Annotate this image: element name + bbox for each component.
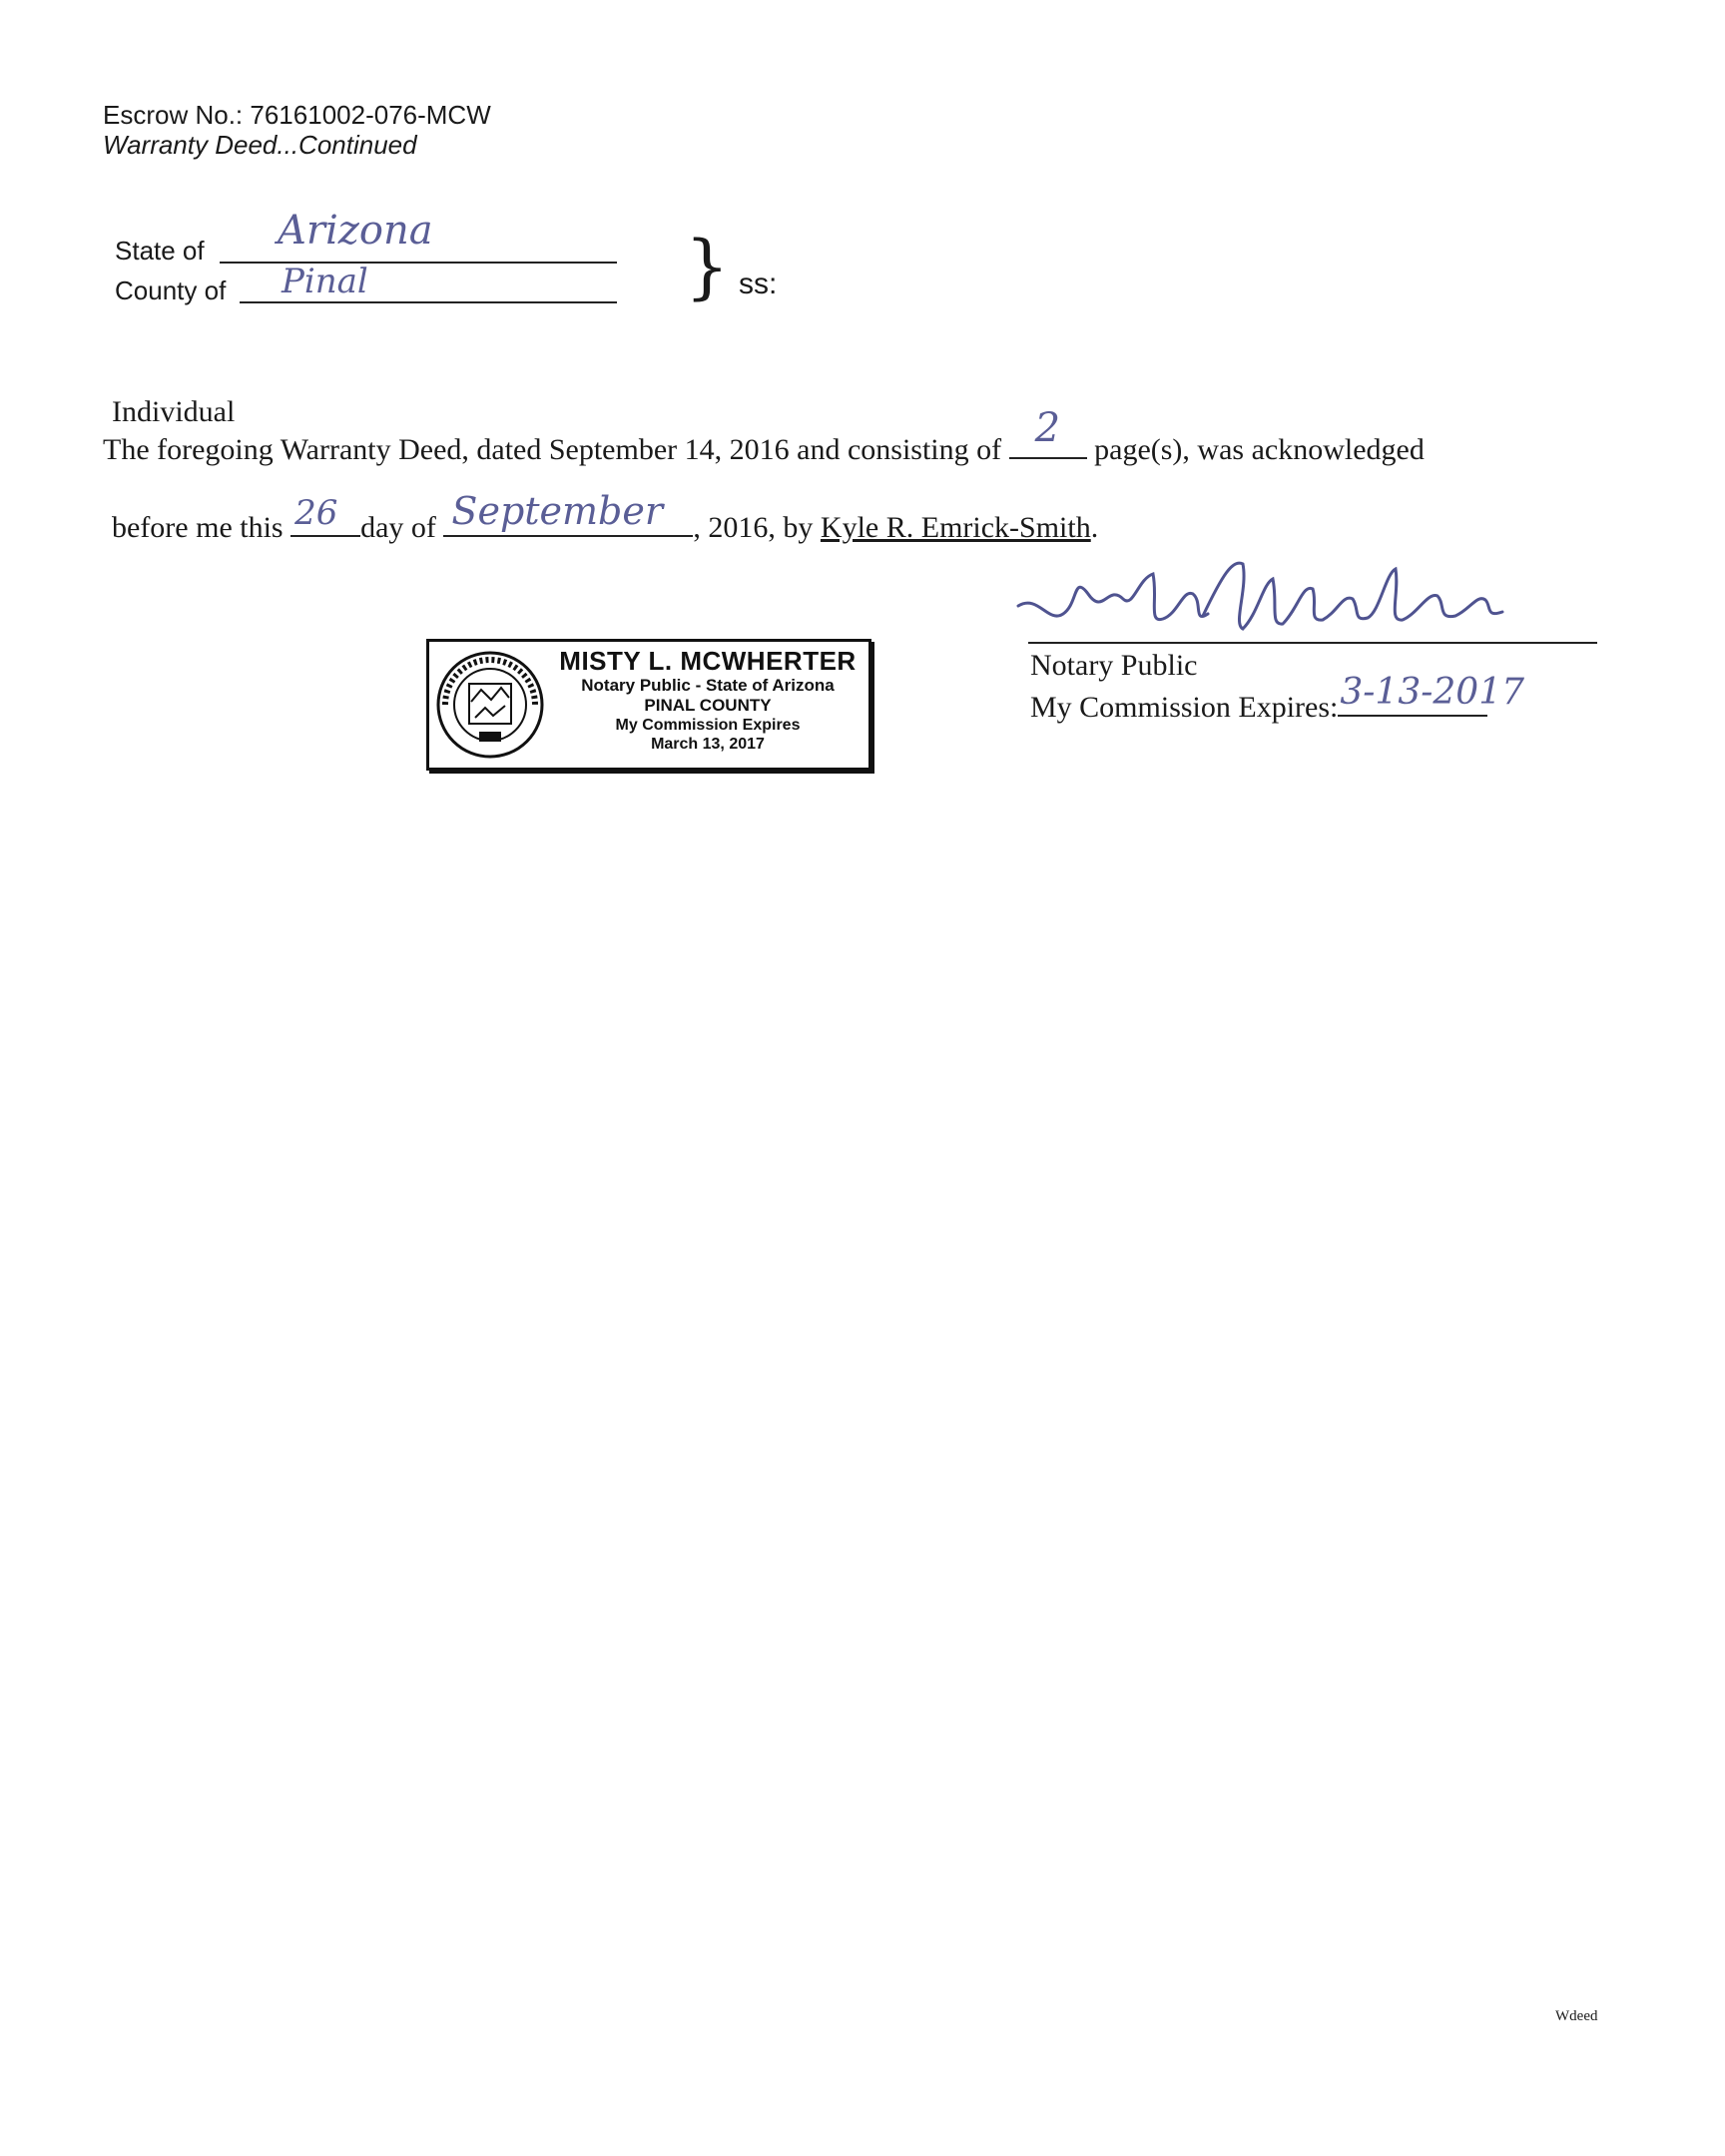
commission-expires-blank [1338,672,1525,717]
commission-expires-label: My Commission Expires: [1030,691,1339,724]
year-by-text: , 2016, by [693,511,814,544]
ack-line2-prefix: before me this [112,511,284,544]
county-label: County of [115,275,227,305]
pages-handwritten-value: 2 [1034,405,1061,451]
stamp-text-block [547,646,868,754]
commission-expires-handwritten: 3-13-2017 [1340,672,1525,713]
escrow-number-line [103,100,491,131]
form-code: Wdeed [1555,2008,1598,2024]
stamp-commission-date: March 13, 2017 [651,736,765,753]
county-handwritten-value: Pinal [282,262,368,301]
stamp-county: PINAL COUNTY [644,696,772,715]
signature-line [1028,642,1597,644]
ack-line1-suffix: page(s), was acknowledged [1094,433,1425,466]
pages-blank [1009,405,1087,459]
month-handwritten-value: September [451,489,664,533]
stamp-notary-name: MISTY L. MCWHERTER [559,646,857,676]
notary-stamp [426,639,871,771]
ack-line1-prefix: The foregoing Warranty Deed, dated September 14, 2016 and consisting of [103,433,1002,466]
acknowledging-person: Kyle R. Emrick-Smith [820,511,1091,544]
day-blank [290,493,360,537]
state-label: State of [115,236,205,266]
escrow-label: Escrow No.: [103,100,244,130]
state-handwritten-value: Arizona [278,208,433,254]
day-handwritten-value: 26 [294,493,338,533]
notary-public-label: Notary Public [1030,649,1198,682]
arizona-state-seal-icon [435,650,545,760]
stamp-notary-title: Notary Public - State of Arizona [581,676,835,695]
ss-label: ss: [739,268,778,300]
ack-end-period: . [1090,511,1099,544]
day-of-text: day of [360,511,436,544]
document-continued-title: Warranty Deed...Continued [103,130,417,160]
commission-expires-line [1030,672,1525,725]
stamp-commission-label: My Commission Expires [615,717,801,734]
acknowledgment-type: Individual [112,395,236,428]
notary-signature [1008,554,1527,644]
escrow-number: 76161002-076-MCW [250,100,491,130]
venue-brace: } [685,226,730,307]
acknowledgment-line-2 [112,489,1099,545]
month-blank [443,489,693,537]
